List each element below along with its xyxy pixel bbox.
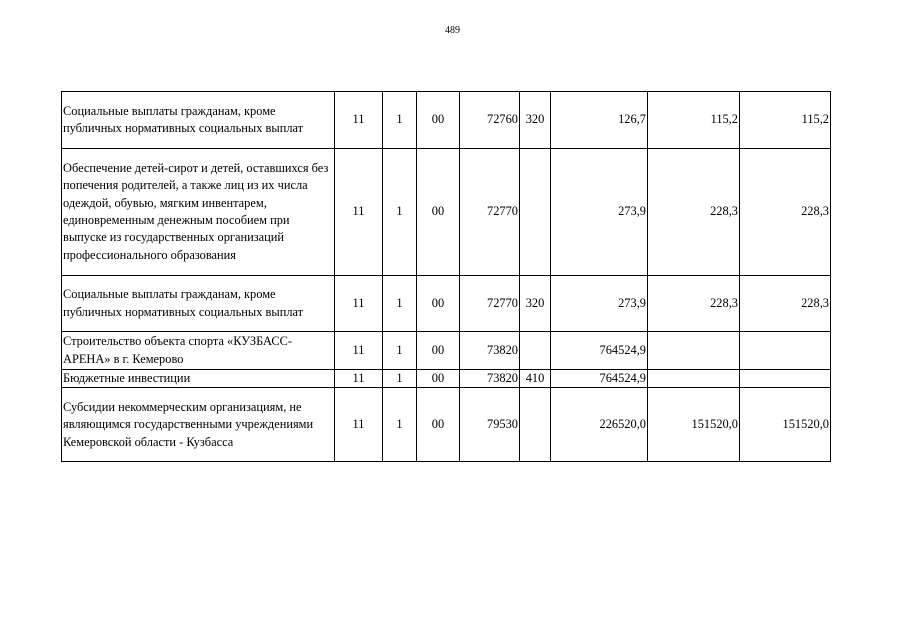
- table-row: [62, 332, 831, 370]
- row-program: 00: [417, 149, 460, 276]
- row-type: 410: [520, 370, 551, 388]
- row-value-3: 151520,0: [740, 388, 831, 462]
- row-type: 320: [520, 276, 551, 332]
- row-section: 11: [335, 92, 383, 149]
- row-name: Строительство объекта спорта «КУЗБАСС-АРЕНА» в г. Кемерово: [62, 332, 335, 370]
- row-code: 72760: [460, 92, 520, 149]
- table-row: [62, 388, 831, 462]
- table-row: [62, 276, 831, 332]
- table-row: [62, 370, 831, 388]
- row-value-2: 228,3: [648, 276, 740, 332]
- row-value-1: 764524,9: [551, 370, 648, 388]
- row-value-1: 126,7: [551, 92, 648, 149]
- row-value-3: [740, 332, 831, 370]
- row-value-3: 228,3: [740, 276, 831, 332]
- row-program: 00: [417, 332, 460, 370]
- row-value-2: 228,3: [648, 149, 740, 276]
- row-code: 72770: [460, 276, 520, 332]
- page-number: 489: [445, 25, 460, 36]
- row-subsection: 1: [383, 92, 417, 149]
- row-name: Субсидии некоммерческим организациям, не являющимся государственными учреждениями Кемеровской области - Кузбасса: [62, 388, 335, 462]
- row-value-3: [740, 370, 831, 388]
- row-code: 73820: [460, 370, 520, 388]
- row-name: Социальные выплаты гражданам, кроме публичных нормативных социальных выплат: [62, 276, 335, 332]
- row-value-3: 228,3: [740, 149, 831, 276]
- row-type: [520, 388, 551, 462]
- row-program: 00: [417, 276, 460, 332]
- row-value-1: 226520,0: [551, 388, 648, 462]
- table-row: [62, 149, 831, 276]
- row-code: 73820: [460, 332, 520, 370]
- budget-table: [61, 91, 831, 462]
- row-code: 72770: [460, 149, 520, 276]
- row-type: [520, 332, 551, 370]
- row-section: 11: [335, 276, 383, 332]
- row-subsection: 1: [383, 388, 417, 462]
- row-value-2: [648, 332, 740, 370]
- row-name: Бюджетные инвестиции: [62, 370, 335, 388]
- row-value-3: 115,2: [740, 92, 831, 149]
- row-type: [520, 149, 551, 276]
- table-row: [62, 92, 831, 149]
- row-name: Обеспечение детей-сирот и детей, оставшихся без попечения родителей, а также лиц из их числа одеждой, обувью, мягким инвентарем, единовременным денежным пособием при выпуске из государственных организаций профессионального образования: [62, 149, 335, 276]
- row-section: 11: [335, 149, 383, 276]
- row-subsection: 1: [383, 370, 417, 388]
- row-section: 11: [335, 332, 383, 370]
- row-name: Социальные выплаты гражданам, кроме публичных нормативных социальных выплат: [62, 92, 335, 149]
- row-subsection: 1: [383, 149, 417, 276]
- row-value-2: 115,2: [648, 92, 740, 149]
- row-value-1: 273,9: [551, 276, 648, 332]
- row-value-2: 151520,0: [648, 388, 740, 462]
- row-value-1: 764524,9: [551, 332, 648, 370]
- row-subsection: 1: [383, 332, 417, 370]
- row-program: 00: [417, 92, 460, 149]
- row-value-1: 273,9: [551, 149, 648, 276]
- row-subsection: 1: [383, 276, 417, 332]
- row-type: 320: [520, 92, 551, 149]
- row-code: 79530: [460, 388, 520, 462]
- row-section: 11: [335, 370, 383, 388]
- row-program: 00: [417, 388, 460, 462]
- row-section: 11: [335, 388, 383, 462]
- row-value-2: [648, 370, 740, 388]
- row-program: 00: [417, 370, 460, 388]
